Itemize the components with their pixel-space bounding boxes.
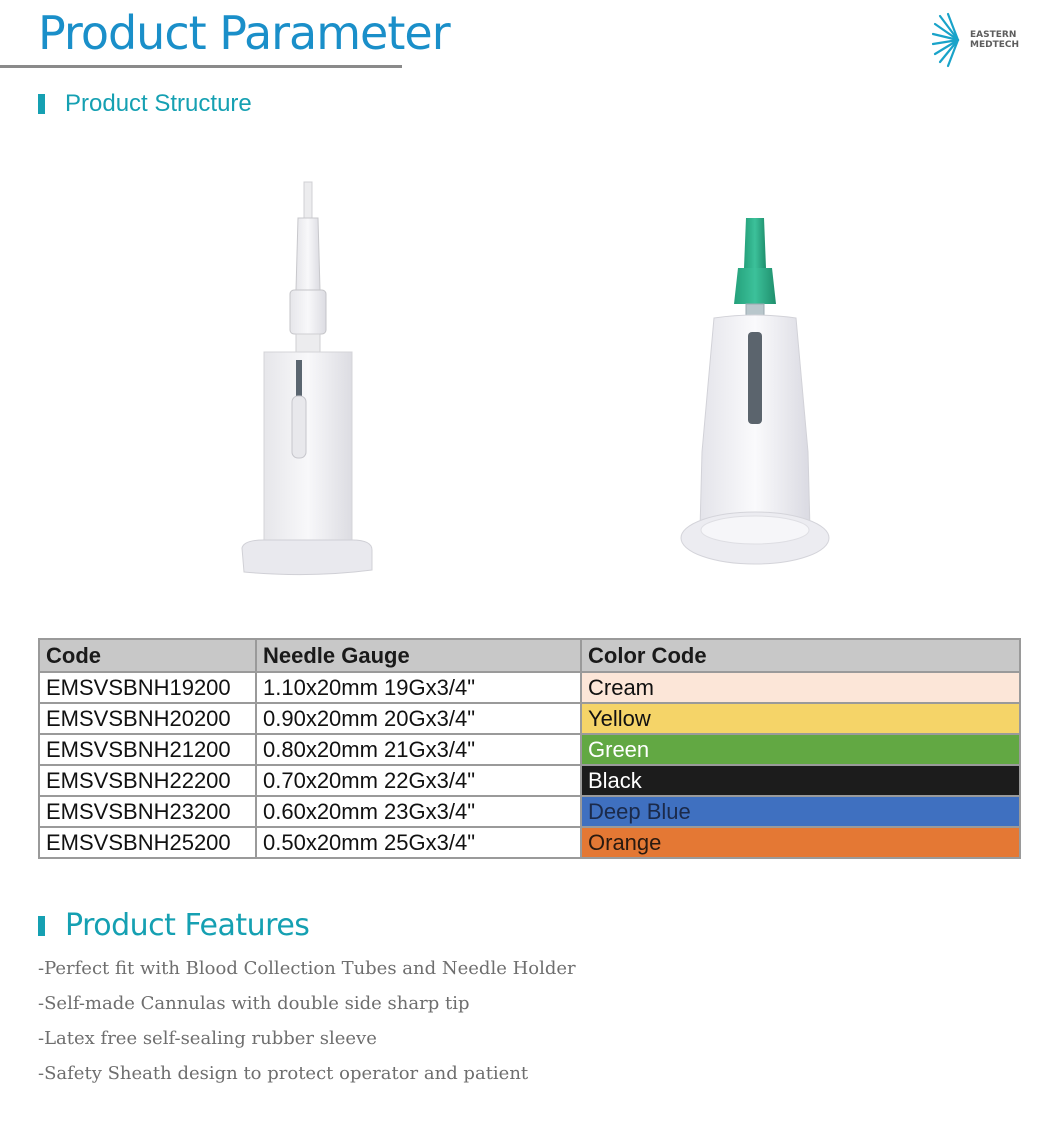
sunburst-logo-icon: [932, 12, 968, 68]
header-needle-gauge: Needle Gauge: [256, 639, 581, 672]
needle-holder-green-cap-image: [670, 212, 840, 572]
cell-color: Orange: [581, 827, 1020, 858]
list-item: -Safety Sheath design to protect operator and patient: [38, 1063, 529, 1084]
table-row: [39, 703, 1020, 734]
table-header-row: [39, 639, 1020, 672]
product-structure-label: Product Structure: [65, 90, 252, 117]
product-features-heading: [38, 908, 309, 943]
page-title: Product Parameter: [38, 6, 450, 60]
cell-color: Yellow: [581, 703, 1020, 734]
parameter-table: [38, 638, 1021, 859]
heading-marker: [38, 94, 45, 114]
logo-text: [970, 30, 1019, 50]
list-item: -Latex free self-sealing rubber sleeve: [38, 1028, 377, 1049]
cell-code: EMSVSBNH23200: [39, 796, 256, 827]
list-item: -Perfect fit with Blood Collection Tubes and Needle Holder: [38, 958, 576, 979]
cell-code: EMSVSBNH22200: [39, 765, 256, 796]
features-list: [38, 958, 576, 1098]
table-row: [39, 734, 1020, 765]
heading-marker: [38, 916, 45, 936]
cell-gauge: 0.50x20mm 25Gx3/4": [256, 827, 581, 858]
company-logo: [932, 12, 1032, 68]
cell-color: Green: [581, 734, 1020, 765]
cell-color: Black: [581, 765, 1020, 796]
title-rule: [0, 65, 402, 68]
cell-code: EMSVSBNH19200: [39, 672, 256, 703]
cell-code: EMSVSBNH20200: [39, 703, 256, 734]
header-code: Code: [39, 639, 256, 672]
table-row: [39, 827, 1020, 858]
needle-holder-image: [230, 178, 380, 578]
cell-color: Cream: [581, 672, 1020, 703]
table-row: [39, 796, 1020, 827]
table-row: [39, 765, 1020, 796]
product-structure-heading: [38, 90, 252, 118]
list-item: -Self-made Cannulas with double side sharp tip: [38, 993, 470, 1014]
table-row: [39, 672, 1020, 703]
cell-gauge: 0.80x20mm 21Gx3/4": [256, 734, 581, 765]
cell-gauge: 0.90x20mm 20Gx3/4": [256, 703, 581, 734]
cell-gauge: 1.10x20mm 19Gx3/4": [256, 672, 581, 703]
product-features-label: Product Features: [65, 908, 310, 943]
logo-line-1: EASTERN: [970, 30, 1017, 40]
cell-code: EMSVSBNH25200: [39, 827, 256, 858]
logo-line-2: MEDTECH: [970, 40, 1019, 50]
cell-color: Deep Blue: [581, 796, 1020, 827]
header-color-code: Color Code: [581, 639, 1020, 672]
cell-gauge: 0.70x20mm 22Gx3/4": [256, 765, 581, 796]
cell-code: EMSVSBNH21200: [39, 734, 256, 765]
cell-gauge: 0.60x20mm 23Gx3/4": [256, 796, 581, 827]
